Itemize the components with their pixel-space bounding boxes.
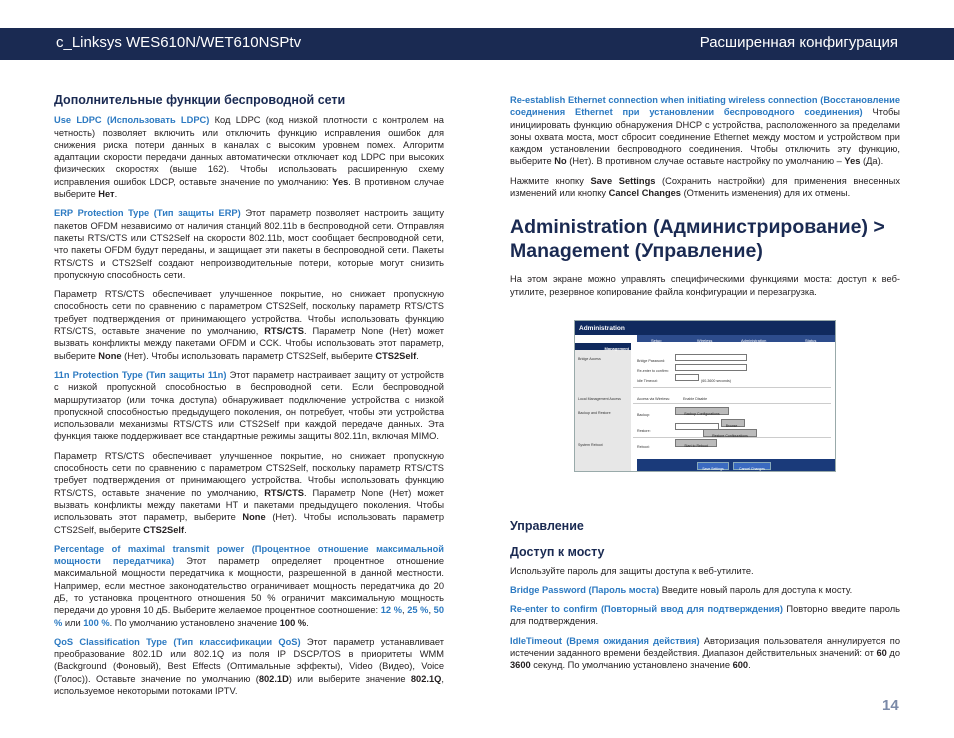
figure-field-backup: Backup: [637,412,650,417]
idle-max: 3600 [510,660,531,671]
reestablish-text3: (Да). [860,156,884,167]
erp2-text2: . Параметр None (Нет) может вызвать конфликты между пакетами OFDM и CCK. Чтобы использовать этот параметр, выберите [54,326,444,361]
erp2-b2: None [98,350,122,361]
power-s2: , [428,605,434,616]
n11-text: Этот параметр настраивает защиту от устройств с низкой пропускной способностью в беспроводной сети. Если беспроводной маршрутизатор (или точка доступа) обнаруживает подключение устройства с низкой пропускной способностью предыдущего поколения, он потребует, чтобы эти устройства использовали механизмы RTS/CTS или CTS2Self при каждой передаче данных. Эта функция также поддерживает все стандартные режимы защиты 802.11n, включая MIMO. [54,369,444,442]
ldpc-text: Код LDPC (код низкой плотности с контролем на четность) позволяет включить или отключить функцию исправления ошибок для снижения риска потери данных в каналах с высоким уровнем помех. Алгоритм адаптации скорости передачи данных автоматически отключает код LDPC при высоких физических скоростях (выше 162). Чтобы использовать расширенную схему исправления ошибок LDCP, оставьте значение по умолчанию: [54,115,444,187]
idle-default: 600 [732,660,749,671]
reestablish-yes: Yes [844,156,861,167]
figure-divider-1 [633,387,831,388]
figure-bridge-password-input[interactable] [675,354,747,361]
subsection-title-management: Управление [510,518,584,533]
reestablish-text2: (Нет). В противном случае оставьте настройку по умолчанию – [566,156,845,167]
qos-term: QoS Classification Type (Тип классификации QoS) [54,636,301,647]
qos-paragraph [54,636,444,697]
figure-divider-3 [633,437,831,438]
figure-backup-button[interactable]: Backup Configurations [675,407,729,415]
figure-field-restore: Restore: [637,428,651,433]
ldpc-default: Yes [332,176,349,187]
power-text1: Этот параметр определяет процентное отношение максимальной мощности передатчика к мощности, разрешенной в данной местности. Например, если местное законодательство ограничивает мощность передатчика до 20 дБ, то установка процентного отношения 50 % ограничит максимальную мощность передачи до уровня 10 дБ. Выберите желаемое процентное соотношение: [54,556,444,616]
header-section: Расширенная конфигурация [699,34,898,51]
reenter-term: Re-enter to confirm (Повторный ввод для подтверждения) [510,604,783,615]
idle-text4: . [748,660,751,671]
intro-paragraph: На этом экране можно управлять специфическими функциями моста: доступ к веб-утилите, резервное копирование файла конфигурации и перезагрузка. [510,274,900,297]
save-text2: (Сохранить настройки) для применения внесенных изменений или кнопку [510,175,900,199]
erp-text: Этот параметр позволяет настроить защиту пакетов OFDM независимо от наличия станций 802.11b в беспроводной сети. Отправляя пакеты RTS/CTS или CTS2Self на скорости 802.11b, мост сообщает беспроводной сети, что пакеты OFDM будут переданы, и защищает эти пакеты в беспроводной сети. Пакеты RTS/CTS и CTS2Self создают непроизводительные потери, которые могут снизить пропускную способность сети. [54,208,444,280]
ldpc-text2: . В противном случае выберите [54,176,445,200]
figure-management-text: Management [604,345,629,351]
right-column [510,94,900,679]
power-12: 12 % [380,605,402,616]
figure-cancel-changes-button[interactable]: Cancel Changes [733,462,771,470]
idle-text2: до [886,648,900,659]
bridge-password-term: Bridge Password (Пароль моста) [510,584,660,595]
figure-side-reboot: System Reboot [578,442,603,447]
idle-timeout-term: IdleTimeout (Время ожидания действия) [510,635,700,646]
n11-2-b3: CTS2Self [143,524,185,535]
figure-tab-setup[interactable]: Setup [651,337,662,343]
n11-2-b2: None [242,512,266,523]
figure-tab-wireless[interactable]: Wireless [697,337,713,343]
page-number: 14 [882,697,899,714]
access-paragraph: Используйте пароль для защиты доступа к веб-утилите. [510,565,754,576]
figure-idle-timeout-input[interactable] [675,374,699,381]
power-text2: . По умолчанию установлено значение [109,617,280,628]
erp2-text4: . [416,350,419,361]
power-paragraph [54,543,444,629]
save-text3: (Отменить изменения) для их отмены. [680,188,851,199]
bridge-password-paragraph [510,584,900,596]
subsection-title-bridge-access: Доступ к мосту [510,545,605,560]
reestablish-no: No [554,156,567,167]
power-50: 50 % [54,605,444,628]
save-settings-ref: Save Settings [590,175,656,186]
reestablish-text1: Чтобы инициировать функцию обнаружения DHCP с устройства, расположенного за пределами зоны охвата моста, мост сбросит соединение Ethernet между мостом и устройством при каждом установлении беспроводного соединения. Чтобы отключить эту функцию, выберите [510,107,900,167]
figure-side-local-mgmt: Local Management Access [578,396,621,401]
figure-tab-administration[interactable]: Administration [741,337,767,343]
idle-text3: секунд. По умолчанию установлено значение [530,660,733,671]
figure-tab-status[interactable]: Status [805,337,817,343]
n11-paragraph [54,369,444,443]
figure-browse-button[interactable]: Browse... [721,419,745,427]
qos-text2: ) или выберите значение [288,673,411,684]
n11-2-text2: . Параметр None (Нет) может вызвать конфликты между пакетами HT и пакетами предыдущего поколения. Чтобы использовать этот параметр, выберите [54,487,444,523]
section-title: Дополнительные функции беспроводной сети [54,93,346,107]
figure-restore-button[interactable]: Restore Configurations [703,429,757,437]
figure-save-settings-button[interactable]: Save Settings [697,462,729,470]
erp2-text3: (Нет). Чтобы использовать параметр CTS2Self, выберите [121,350,376,361]
power-term: Percentage of maximal transmit power (Процентное отношение максимальной мощности передатчика) [54,543,444,567]
n11-term: 11n Protection Type (Тип защиты 11n) [54,369,227,380]
header-product: c_Linksys WES610N/WET610NSPtv [56,34,302,51]
reenter-paragraph [510,603,900,628]
header-bar [0,28,954,60]
figure-side-bridge-access: Bridge Access [578,356,601,361]
erp2-text1: Параметр RTS/CTS обеспечивает улучшенное покрытие, но снижает пропускную способность сети по сравнению с параметром CTS2Self, поскольку параметр RTS/CTS требует подтверждения от принимающего устройства. Чтобы использовать функцию RTS/CTS, оставьте значение по умолчанию, [54,289,444,337]
qos-b1: 802.1D [258,673,289,684]
n11-2-text3: (Нет). Чтобы использовать параметр CTS2Self, выберите [54,512,444,535]
reestablish-paragraph [510,94,900,168]
figure-field-bridge-password: Bridge Password: [637,358,666,363]
figure-divider-2 [633,403,831,404]
chapter-title: Administration (Администрирование) > Management (Управление) [510,216,885,263]
power-text3: . [306,617,309,628]
erp2-b1: RTS/CTS [264,326,304,337]
erp-paragraph [54,207,444,281]
idle-min: 60 [876,648,887,659]
cancel-changes-ref: Cancel Changes [608,188,681,199]
ldpc-text3: . [114,189,118,200]
erp2-b3: CTS2Self [375,350,417,361]
reenter-text: Повторно введите пароль для подтверждения. [510,604,900,627]
figure-bottom-bar [637,459,835,471]
figure-timeout-hint: (60-3600 seconds) [701,378,731,383]
n11-2-b1: RTS/CTS [264,487,304,498]
left-column [54,94,444,704]
figure-side-backup: Backup and Restore [578,410,611,415]
power-s3: или [62,617,84,628]
management-screenshot [574,320,836,472]
figure-field-access-wireless: Access via Wireless: [637,396,670,401]
figure-radio-enable-disable[interactable]: Enable Disable [683,396,708,401]
power-default: 100 % [279,617,307,628]
qos-text1: Этот параметр устанавливает преобразование 802.1D или 802.1Q из поля IP DSCP/TOS в приоритеты WMM (Background (Фоновый), Best Effects (Оптимальные эффекты), Video (Видео), Voice (Голос)). Оставьте значение по умолчанию ( [54,636,444,684]
qos-b2: 802.1Q [410,673,442,684]
ldpc-no: Нет [98,189,115,200]
figure-tabs [637,335,835,342]
figure-field-idle-timeout: Idle Timeout: [637,378,658,383]
ldpc-term: Use LDPC (Использовать LDPC) [54,115,210,126]
qos-text3: , используемое некоторыми потоками IPTV. [54,673,444,697]
bridge-password-text: Введите новый пароль для доступа к мосту. [661,584,853,595]
figure-reenter-input[interactable] [675,364,747,371]
power-25: 25 % [407,605,429,616]
erp-term: ERP Protection Type (Тип защиты ERP) [54,208,241,219]
erp-details-paragraph [54,288,444,362]
figure-management-label [575,343,631,350]
figure-admin-label: Administration [579,324,625,332]
figure-reboot-button[interactable]: Start to Reboot [675,439,717,447]
n11-details-paragraph [54,450,444,536]
save-paragraph [510,175,900,200]
figure-topbar [575,321,835,335]
figure-field-reboot: Reboot: [637,444,650,449]
figure-field-reenter: Re-enter to confirm: [637,368,669,373]
power-100: 100 % [83,617,110,628]
idle-timeout-paragraph [510,635,900,672]
reestablish-term: Re-establish Ethernet connection when initiating wireless connection (Восстановление соединения Ethernet при установлении беспроводного соединения) [510,95,900,118]
save-text1: Нажмите кнопку [510,175,591,186]
n11-2-text4: . [184,524,187,535]
idle-text1: Авторизация пользователя аннулируется по истечении заданного времени бездействия. Диапазон действительных значений: от [510,635,900,659]
ldpc-paragraph [54,114,444,200]
power-s1: , [401,605,408,616]
n11-2-text1: Параметр RTS/CTS обеспечивает улучшенное покрытие, но снижает пропускную способность сети по сравнению с параметром CTS2Self, поскольку параметр RTS/CTS требует подтверждения от принимающего устройства. Чтобы использовать функцию RTS/CTS, оставьте значение по умолчанию, [54,450,444,498]
